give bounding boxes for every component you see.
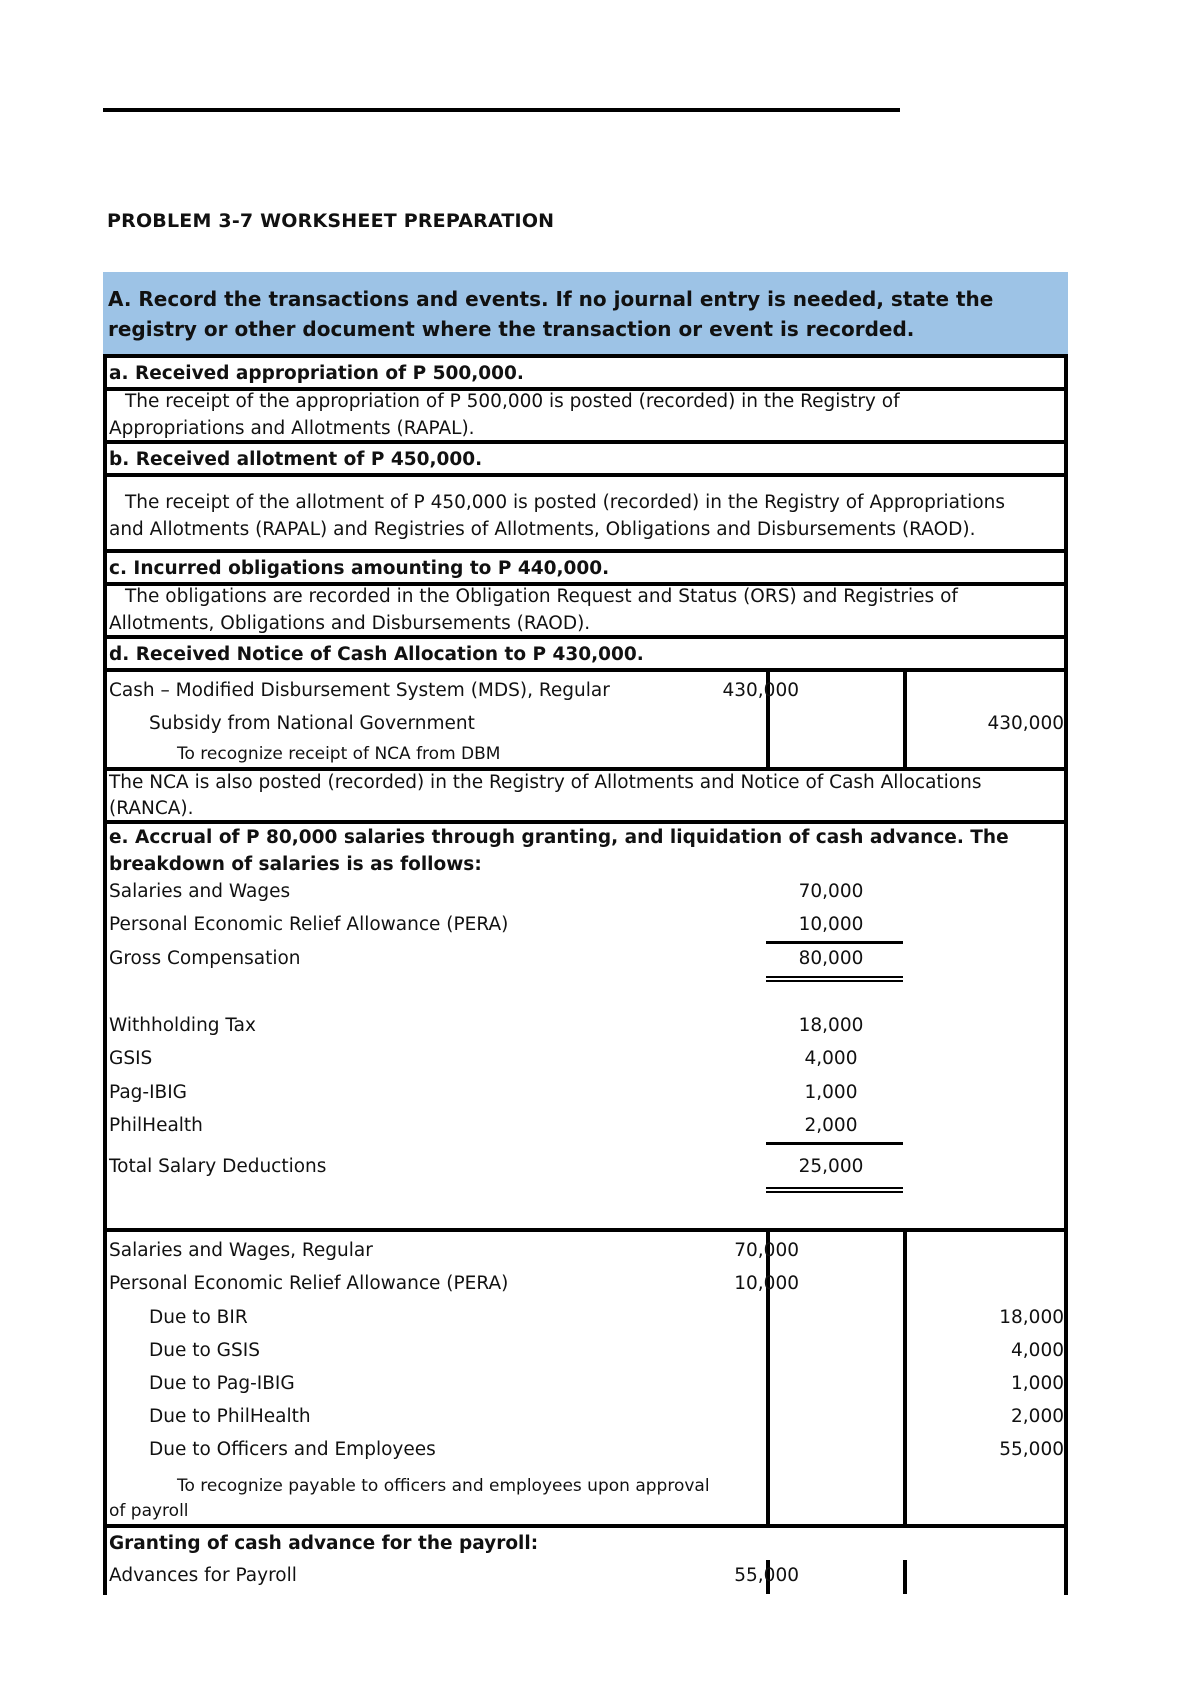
total-deductions-label: Total Salary Deductions: [109, 1156, 327, 1177]
credit-column-divider: [903, 1232, 907, 1524]
entry-credit-amount: 55,000: [999, 1439, 1064, 1460]
deduction-amount: 1,000: [804, 1082, 858, 1103]
breakdown-amount: 70,000: [798, 881, 864, 902]
row-b-text: [103, 473, 1068, 549]
d-debit-account: Cash – Modified Disbursement System (MDS), Regular: [109, 680, 610, 701]
row-e-breakdown: [103, 820, 1068, 1228]
total-double-rule: [766, 976, 903, 982]
d-debit-amount: 430,000: [722, 680, 799, 701]
advances-account: Advances for Payroll: [109, 1565, 297, 1586]
entry-debit-account: Salaries and Wages, Regular: [109, 1240, 373, 1261]
row-advances: [103, 1557, 1068, 1595]
advances-amount: 55,000: [734, 1565, 799, 1586]
top-rule: [103, 108, 900, 112]
page-title: PROBLEM 3-7 WORKSHEET PREPARATION: [107, 210, 555, 232]
entry-credit-account: Due to GSIS: [149, 1340, 260, 1361]
gross-compensation-amount: 80,000: [798, 948, 864, 969]
c-heading: c. Incurred obligations amounting to P 440,000.: [109, 558, 610, 579]
deduction-label: Withholding Tax: [109, 1015, 256, 1036]
d-note-line1: The NCA is also posted (recorded) in the Registry of Allotments and Notice of Cash Allocations: [109, 772, 982, 793]
entry-explanation-line2: of payroll: [109, 1501, 189, 1521]
d-credit-account: Subsidy from National Government: [149, 713, 475, 734]
credit-column-divider: [903, 672, 907, 767]
a-text-line1: The receipt of the appropriation of P 500,000 is posted (recorded) in the Registry of: [125, 391, 900, 412]
entry-credit-amount: 4,000: [1011, 1340, 1064, 1361]
entry-credit-account: Due to Pag-IBIG: [149, 1373, 295, 1394]
row-c-heading: [103, 549, 1068, 582]
entry-credit-account: Due to Officers and Employees: [149, 1439, 436, 1460]
d-note-line2: (RANCA).: [109, 798, 194, 819]
a-heading: a. Received appropriation of P 500,000.: [109, 363, 524, 384]
breakdown-label: Salaries and Wages: [109, 881, 291, 902]
entry-debit-amount: 10,000: [734, 1273, 799, 1294]
b-text-line1: The receipt of the allotment of P 450,000 is posted (recorded) in the Registry of Appropriations: [125, 492, 1006, 513]
c-text-line2: Allotments, Obligations and Disbursements (RAOD).: [109, 613, 591, 634]
row-b-heading: [103, 440, 1068, 473]
instruction-banner: A. Record the transactions and events. If no journal entry is needed, state the registry or other document where the transaction or event is recorded.: [103, 272, 1068, 354]
deduction-label: GSIS: [109, 1048, 153, 1069]
d-heading: d. Received Notice of Cash Allocation to P 430,000.: [109, 644, 644, 665]
granting-heading: Granting of cash advance for the payroll:: [109, 1533, 539, 1554]
d-credit-amount: 430,000: [987, 713, 1064, 734]
row-granting-heading: [103, 1524, 1068, 1557]
row-d-heading: [103, 635, 1068, 668]
total-double-rule: [766, 1187, 903, 1193]
d-explanation: To recognize receipt of NCA from DBM: [177, 744, 501, 764]
deduction-amount: 2,000: [804, 1115, 858, 1136]
subtotal-rule: [766, 941, 903, 944]
c-text-line1: The obligations are recorded in the Obligation Request and Status (ORS) and Registries of: [125, 586, 958, 607]
total-deductions-amount: 25,000: [798, 1156, 864, 1177]
entry-debit-amount: 70,000: [734, 1240, 799, 1261]
row-d-note: [103, 767, 1068, 820]
breakdown-amount: 10,000: [798, 914, 864, 935]
e-heading-line2: breakdown of salaries is as follows:: [109, 854, 482, 875]
row-d-entry: [103, 668, 1068, 767]
entry-credit-amount: 1,000: [1011, 1373, 1064, 1394]
row-e-entry: [103, 1228, 1068, 1524]
row-a-text: [103, 387, 1068, 440]
entry-explanation-line1: To recognize payable to officers and employees upon approval: [177, 1476, 710, 1496]
entry-credit-amount: 2,000: [1011, 1406, 1064, 1427]
deduction-label: PhilHealth: [109, 1115, 203, 1136]
e-heading-line1: e. Accrual of P 80,000 salaries through granting, and liquidation of cash advance. The: [109, 827, 1009, 848]
breakdown-label: Personal Economic Relief Allowance (PERA): [109, 914, 509, 935]
subtotal-rule: [766, 1142, 903, 1145]
b-heading: b. Received allotment of P 450,000.: [109, 449, 483, 470]
entry-credit-account: Due to BIR: [149, 1307, 248, 1328]
entry-credit-amount: 18,000: [999, 1307, 1064, 1328]
row-c-text: [103, 582, 1068, 635]
entry-debit-account: Personal Economic Relief Allowance (PERA): [109, 1273, 509, 1294]
deduction-label: Pag-IBIG: [109, 1082, 188, 1103]
b-text-line2: and Allotments (RAPAL) and Registries of Allotments, Obligations and Disbursements (RAOD).: [109, 519, 976, 540]
deduction-amount: 18,000: [798, 1015, 864, 1036]
deduction-amount: 4,000: [804, 1048, 858, 1069]
credit-column-divider: [903, 1560, 907, 1594]
worksheet: [103, 354, 1068, 1595]
gross-compensation-label: Gross Compensation: [109, 948, 301, 969]
row-a-heading: [103, 354, 1068, 387]
entry-credit-account: Due to PhilHealth: [149, 1406, 311, 1427]
a-text-line2: Appropriations and Allotments (RAPAL).: [109, 418, 475, 439]
